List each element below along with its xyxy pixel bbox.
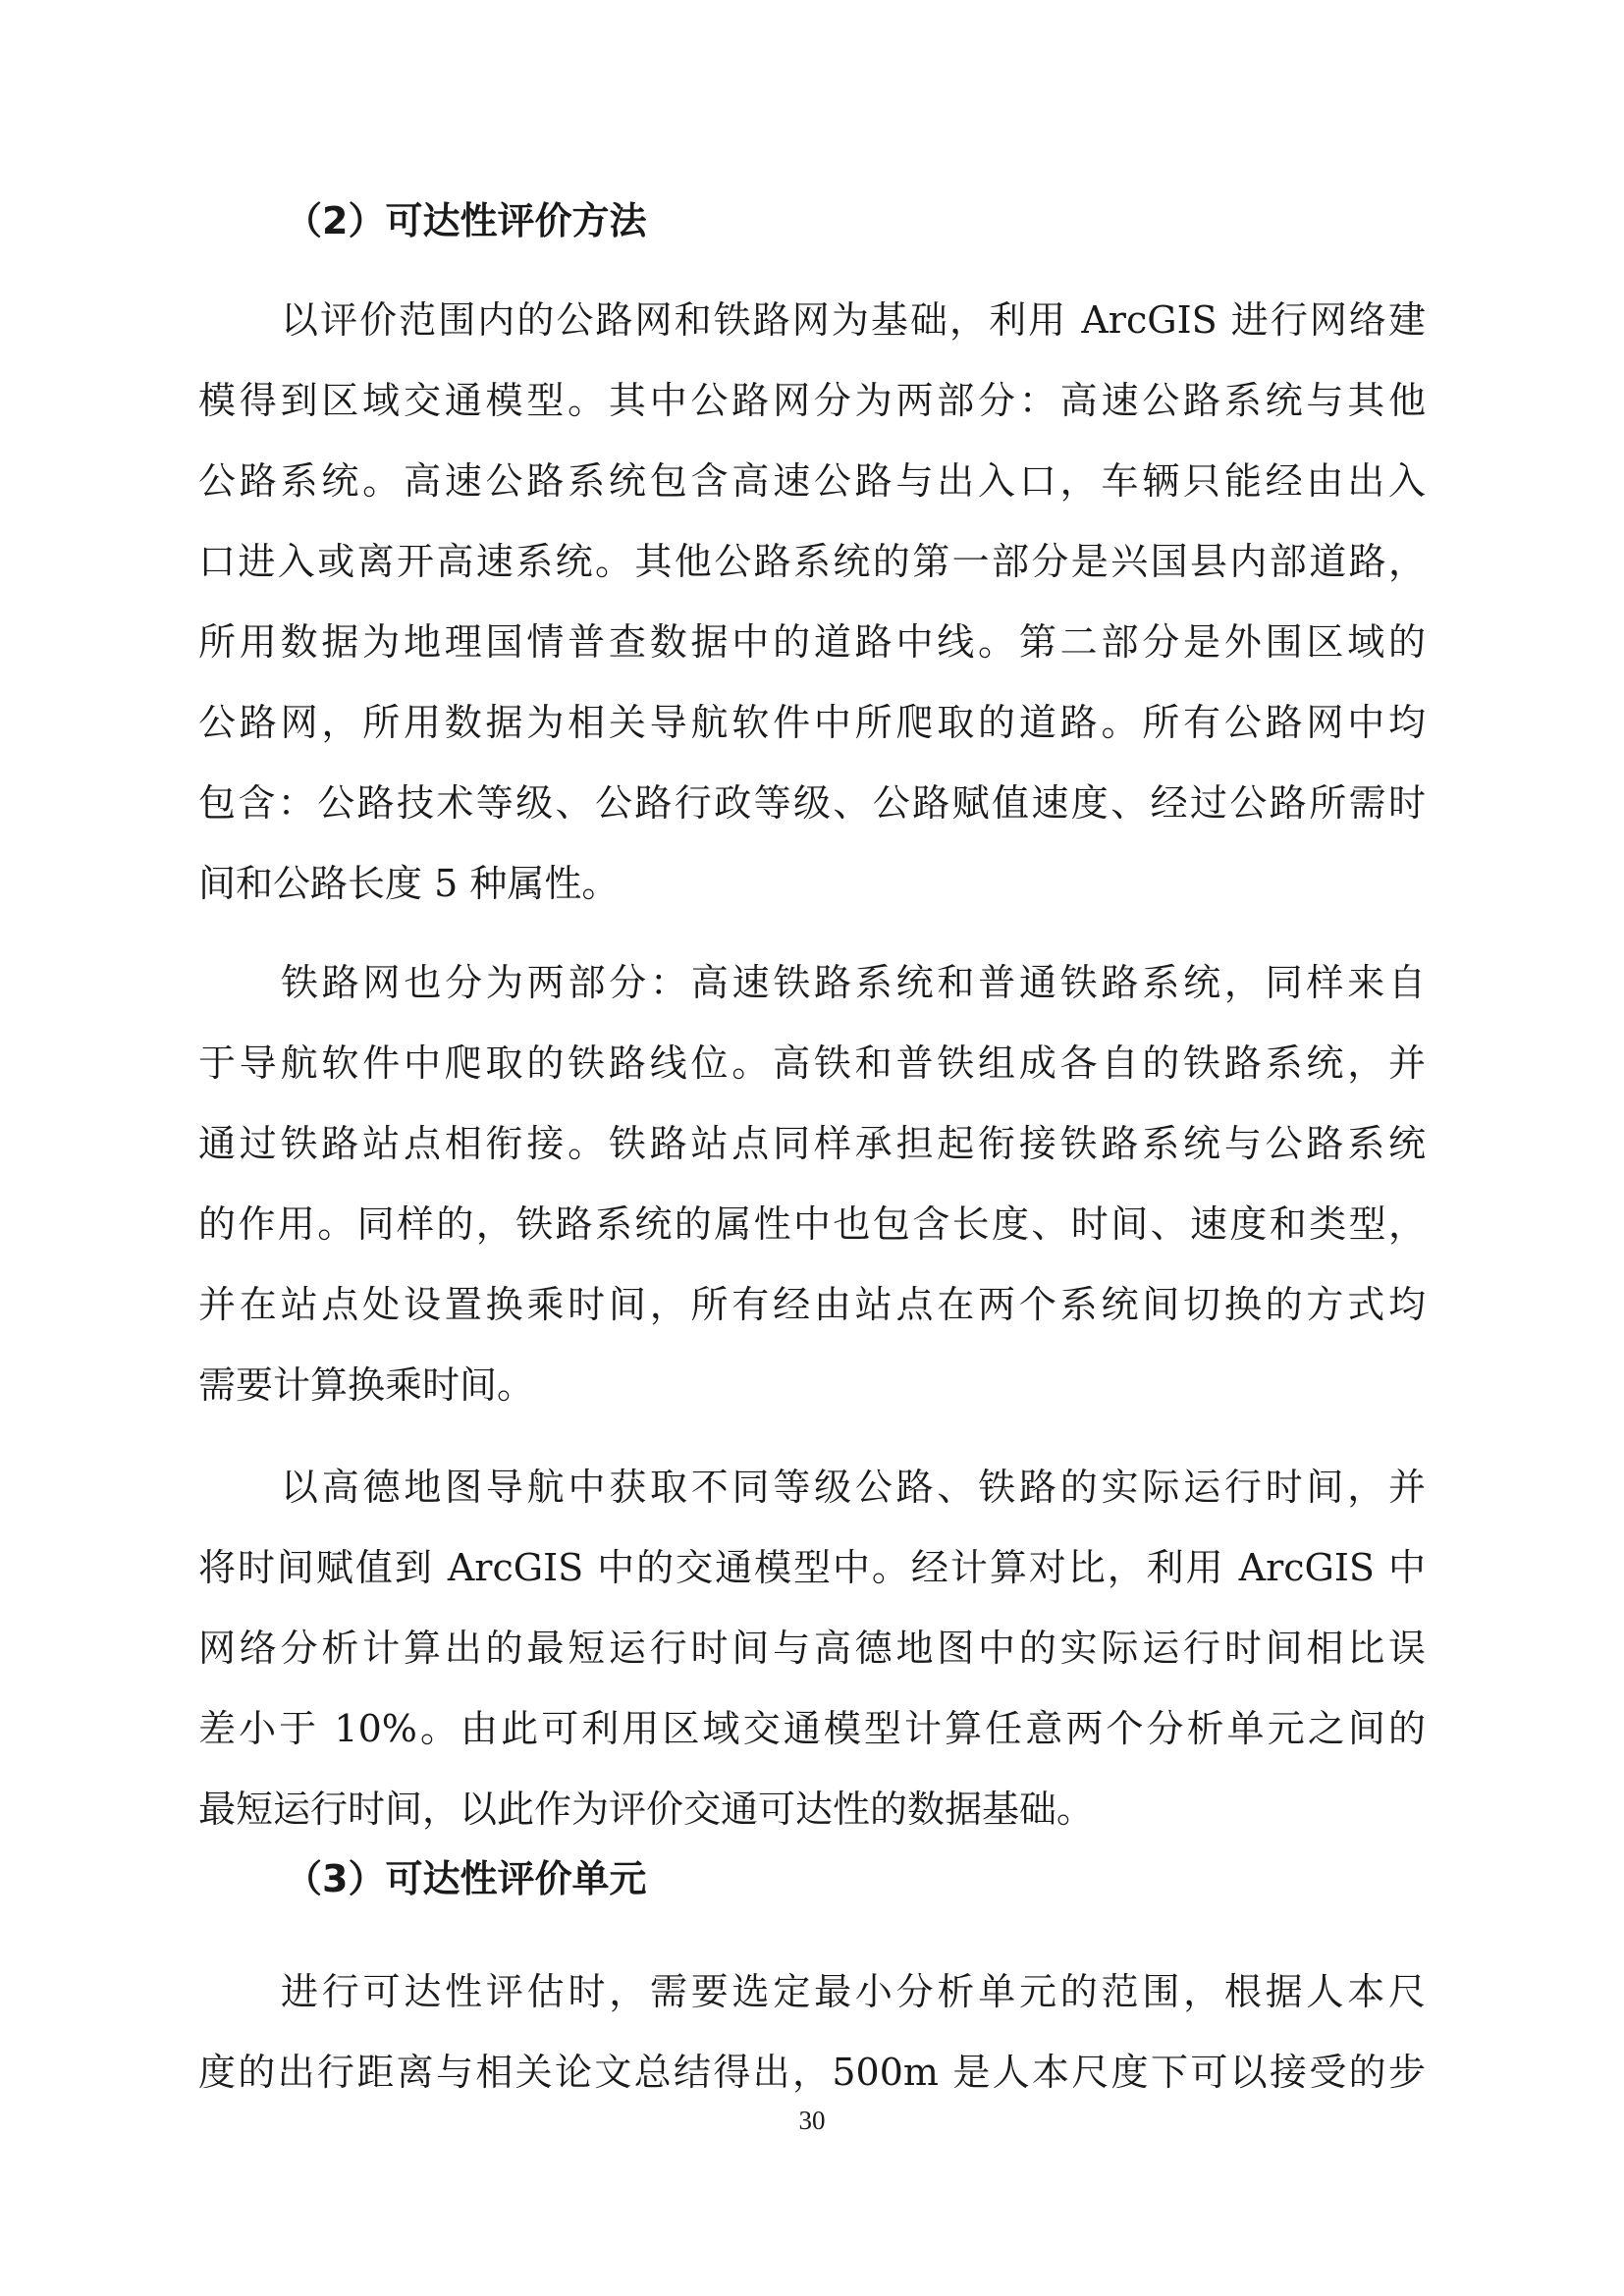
paragraph-line: 度的出行距离与相关论文总结得出，500m 是人本尺度下可以接受的步	[198, 2051, 1426, 2094]
paragraph-line: 公路系统。高速公路系统包含高速公路与出入口，车辆只能经由出入	[198, 459, 1426, 503]
paragraph-line: 间和公路长度 5 种属性。	[198, 862, 620, 905]
paragraph-analysis-unit	[198, 1951, 1426, 2112]
paragraph-line: 模得到区域交通模型。其中公路网分为两部分：高速公路系统与其他	[198, 379, 1426, 422]
paragraph-line: 铁路网也分为两部分：高速铁路系统和普通铁路系统，同样来自	[281, 961, 1426, 1004]
paragraph-line: 所用数据为地理国情普查数据中的道路中线。第二部分是外围区域的	[198, 620, 1426, 664]
paragraph-road-network	[198, 280, 1426, 924]
paragraph-line: 进行可达性评估时，需要选定最小分析单元的范围，根据人本尺	[281, 1970, 1426, 2013]
paragraph-line: 将时间赋值到 ArcGIS 中的交通模型中。经计算对比，利用 ArcGIS 中	[198, 1546, 1426, 1589]
paragraph-line: 通过铁路站点相衔接。铁路站点同样承担起衔接铁路系统与公路系统	[198, 1122, 1426, 1165]
paragraph-line: 公路网，所用数据为相关导航软件中所爬取的道路。所有公路网中均	[198, 701, 1426, 744]
paragraph-line: 于导航软件中爬取的铁路线位。高铁和普铁组成各自的铁路系统，并	[198, 1041, 1426, 1085]
paragraph-line: 最短运行时间，以此作为评价交通可达性的数据基础。	[198, 1788, 1095, 1831]
paragraph-line: 口进入或离开高速系统。其他公路系统的第一部分是兴国县内部道路，	[198, 540, 1426, 583]
paragraph-line: 以高德地图导航中获取不同等级公路、铁路的实际运行时间，并	[281, 1466, 1426, 1509]
paragraph-line: 的作用。同样的，铁路系统的属性中也包含长度、时间、速度和类型，	[198, 1202, 1426, 1246]
page-number: 30	[798, 2106, 826, 2135]
paragraph-line: 并在站点处设置换乘时间，所有经由站点在两个系统间切换的方式均	[198, 1283, 1426, 1326]
section-heading-accessibility-method: （2）可达性评价方法	[285, 199, 647, 242]
paragraph-line: 包含：公路技术等级、公路行政等级、公路赋值速度、经过公路所需时	[198, 781, 1426, 825]
paragraph-railway-network	[198, 942, 1426, 1425]
paragraph-line: 以评价范围内的公路网和铁路网为基础，利用 ArcGIS 进行网络建	[281, 298, 1426, 342]
paragraph-line: 差小于 10%。由此可利用区域交通模型计算任意两个分析单元之间的	[198, 1707, 1426, 1750]
paragraph-travel-time-calibration	[198, 1447, 1426, 1849]
section-heading-accessibility-unit: （3）可达性评价单元	[285, 1857, 647, 1900]
paragraph-line: 需要计算换乘时间。	[198, 1363, 535, 1407]
paragraph-line: 网络分析计算出的最短运行时间与高德地图中的实际运行时间相比误	[198, 1627, 1426, 1670]
